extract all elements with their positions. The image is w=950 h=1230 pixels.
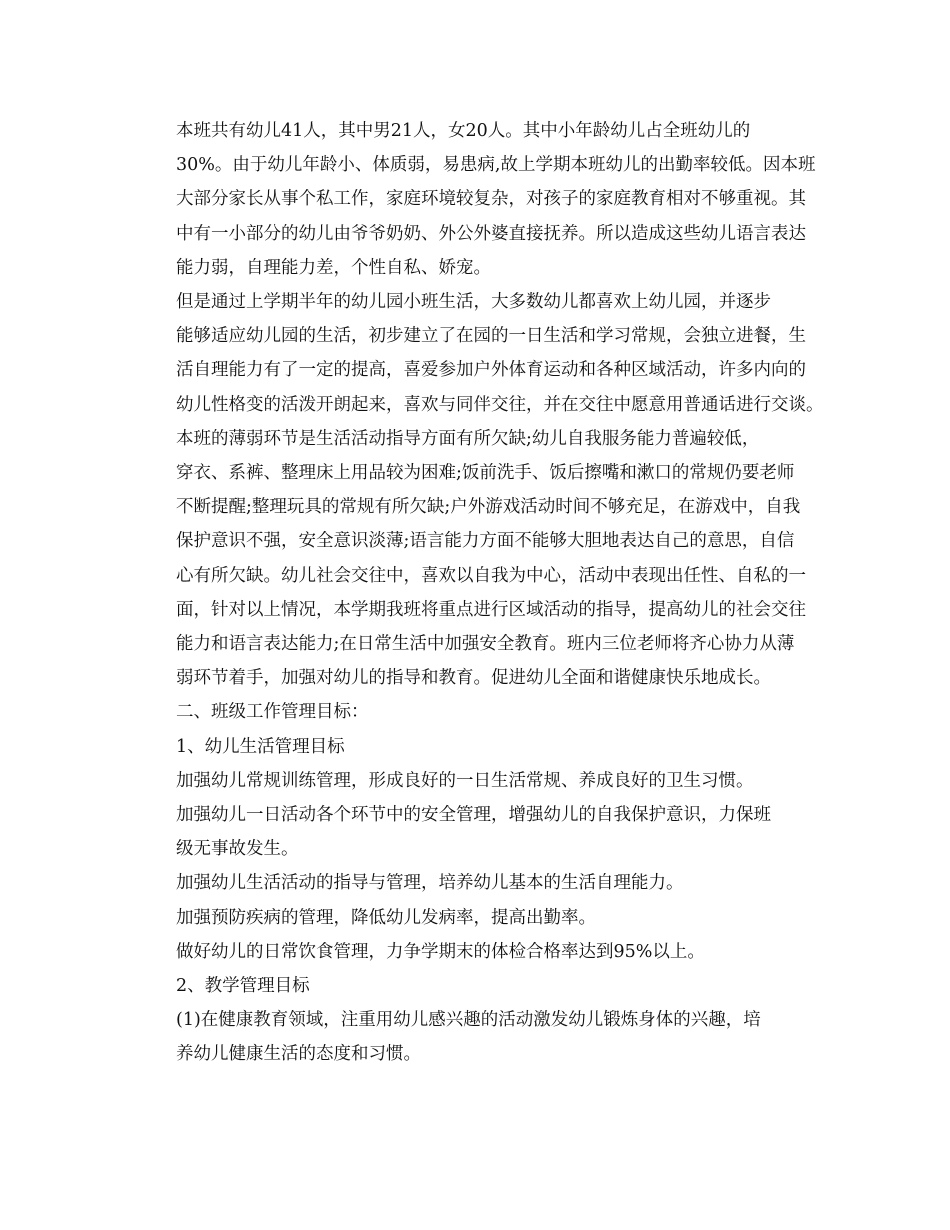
paragraph-progress (140, 285, 824, 422)
paragraph-weaknesses (140, 422, 820, 696)
text-line: 弱环节着手，加强对幼儿的指导和教育。促进幼儿全面和谐健康快乐地成长。 (176, 668, 771, 689)
text-line: 能够适应幼儿园的生活，初步建立了在园的一日生活和学习常规，会独立进餐，生 (176, 326, 806, 347)
text-line: 级无事故发生。 (176, 839, 299, 860)
text-line: 加强幼儿常规训练管理，形成良好的一日生活常规、养成良好的卫生习惯。 (176, 770, 754, 791)
text-line: 加强预防疾病的管理，降低幼儿发病率，提高出勤率。 (176, 907, 596, 928)
text-line: 30%。由于幼儿年龄小、体质弱，易患病,故上学期本班幼儿的出勤率较低。因本班 (176, 155, 816, 176)
text-line: 穿衣、系裤、整理床上用品较为困难;饭前洗手、饭后擦嘴和漱口的常规仍要老师 (176, 463, 795, 484)
paragraph-routine-training (140, 764, 820, 798)
text-line: 本班共有幼儿41人，其中男21人，女20人。其中小年龄幼儿占全班幼儿的 (176, 121, 751, 141)
text-line: 加强幼儿一日活动各个环节中的安全管理，增强幼儿的自我保护意识，力保班 (176, 805, 771, 826)
text-line: 面，针对以上情况，本学期我班将重点进行区域活动的指导，提高幼儿的社会交往 (176, 599, 806, 620)
text-line: (1)在健康教育领域，注重用幼儿感兴趣的活动激发幼儿锻炼身体的兴趣，培 (176, 1010, 761, 1031)
paragraph-self-care (140, 866, 820, 900)
paragraph-disease-prevention (140, 901, 820, 935)
section-heading-management-goals (140, 695, 820, 729)
subsection-heading-teaching-management (140, 969, 820, 1003)
text-line: 保护意识不强，安全意识淡薄;语言能力方面不能够大胆地表达自己的意思，自信 (176, 531, 795, 552)
paragraph-safety-management (140, 798, 820, 866)
text-line: 1、幼儿生活管理目标 (176, 736, 345, 757)
text-line: 不断提醒;整理玩具的常规有所欠缺;户外游戏活动时间不够充足，在游戏中，自我 (176, 497, 801, 518)
text-line: 能力弱，自理能力差，个性自私、娇宠。 (176, 257, 491, 278)
paragraph-class-overview (140, 114, 820, 285)
text-line: 但是通过上学期半年的幼儿园小班生活，大多数幼儿都喜欢上幼儿园，并逐步 (176, 292, 771, 313)
text-line: 中有一小部分的幼儿由爷爷奶奶、外公外婆直接抚养。所以造成这些幼儿语言表达 (176, 223, 806, 244)
text-line: 做好幼儿的日常饮食管理，力争学期末的体检合格率达到95%以上。 (176, 941, 705, 962)
text-line: 养幼儿健康生活的态度和习惯。 (176, 1044, 421, 1065)
text-line: 活自理能力有了一定的提高，喜爱参加户外体育运动和各种区域活动，许多内向的 (176, 360, 806, 381)
text-line: 二、班级工作管理目标： (176, 702, 369, 723)
document-body (140, 114, 824, 1072)
paragraph-health-education (140, 1003, 820, 1071)
paragraph-diet-management (140, 935, 820, 969)
subsection-heading-life-management (140, 730, 820, 764)
text-line: 本班的薄弱环节是生活活动指导方面有所欠缺;幼儿自我服务能力普遍较低， (176, 428, 760, 449)
text-line: 大部分家长从事个私工作，家庭环境较复杂，对孩子的家庭教育相对不够重视。其 (176, 189, 806, 210)
text-line: 加强幼儿生活活动的指导与管理，培养幼儿基本的生活自理能力。 (176, 873, 684, 894)
text-line: 心有所欠缺。幼儿社会交往中，喜欢以自我为中心，活动中表现出任性、自私的一 (176, 565, 806, 586)
text-line: 能力和语言表达能力;在日常生活中加强安全教育。班内三位老师将齐心协力从薄 (176, 634, 795, 655)
text-line: 2、教学管理目标 (176, 976, 310, 997)
text-line: 幼儿性格变的活泼开朗起来，喜欢与同伴交往，并在交往中愿意用普通话进行交谈。 (176, 394, 824, 415)
